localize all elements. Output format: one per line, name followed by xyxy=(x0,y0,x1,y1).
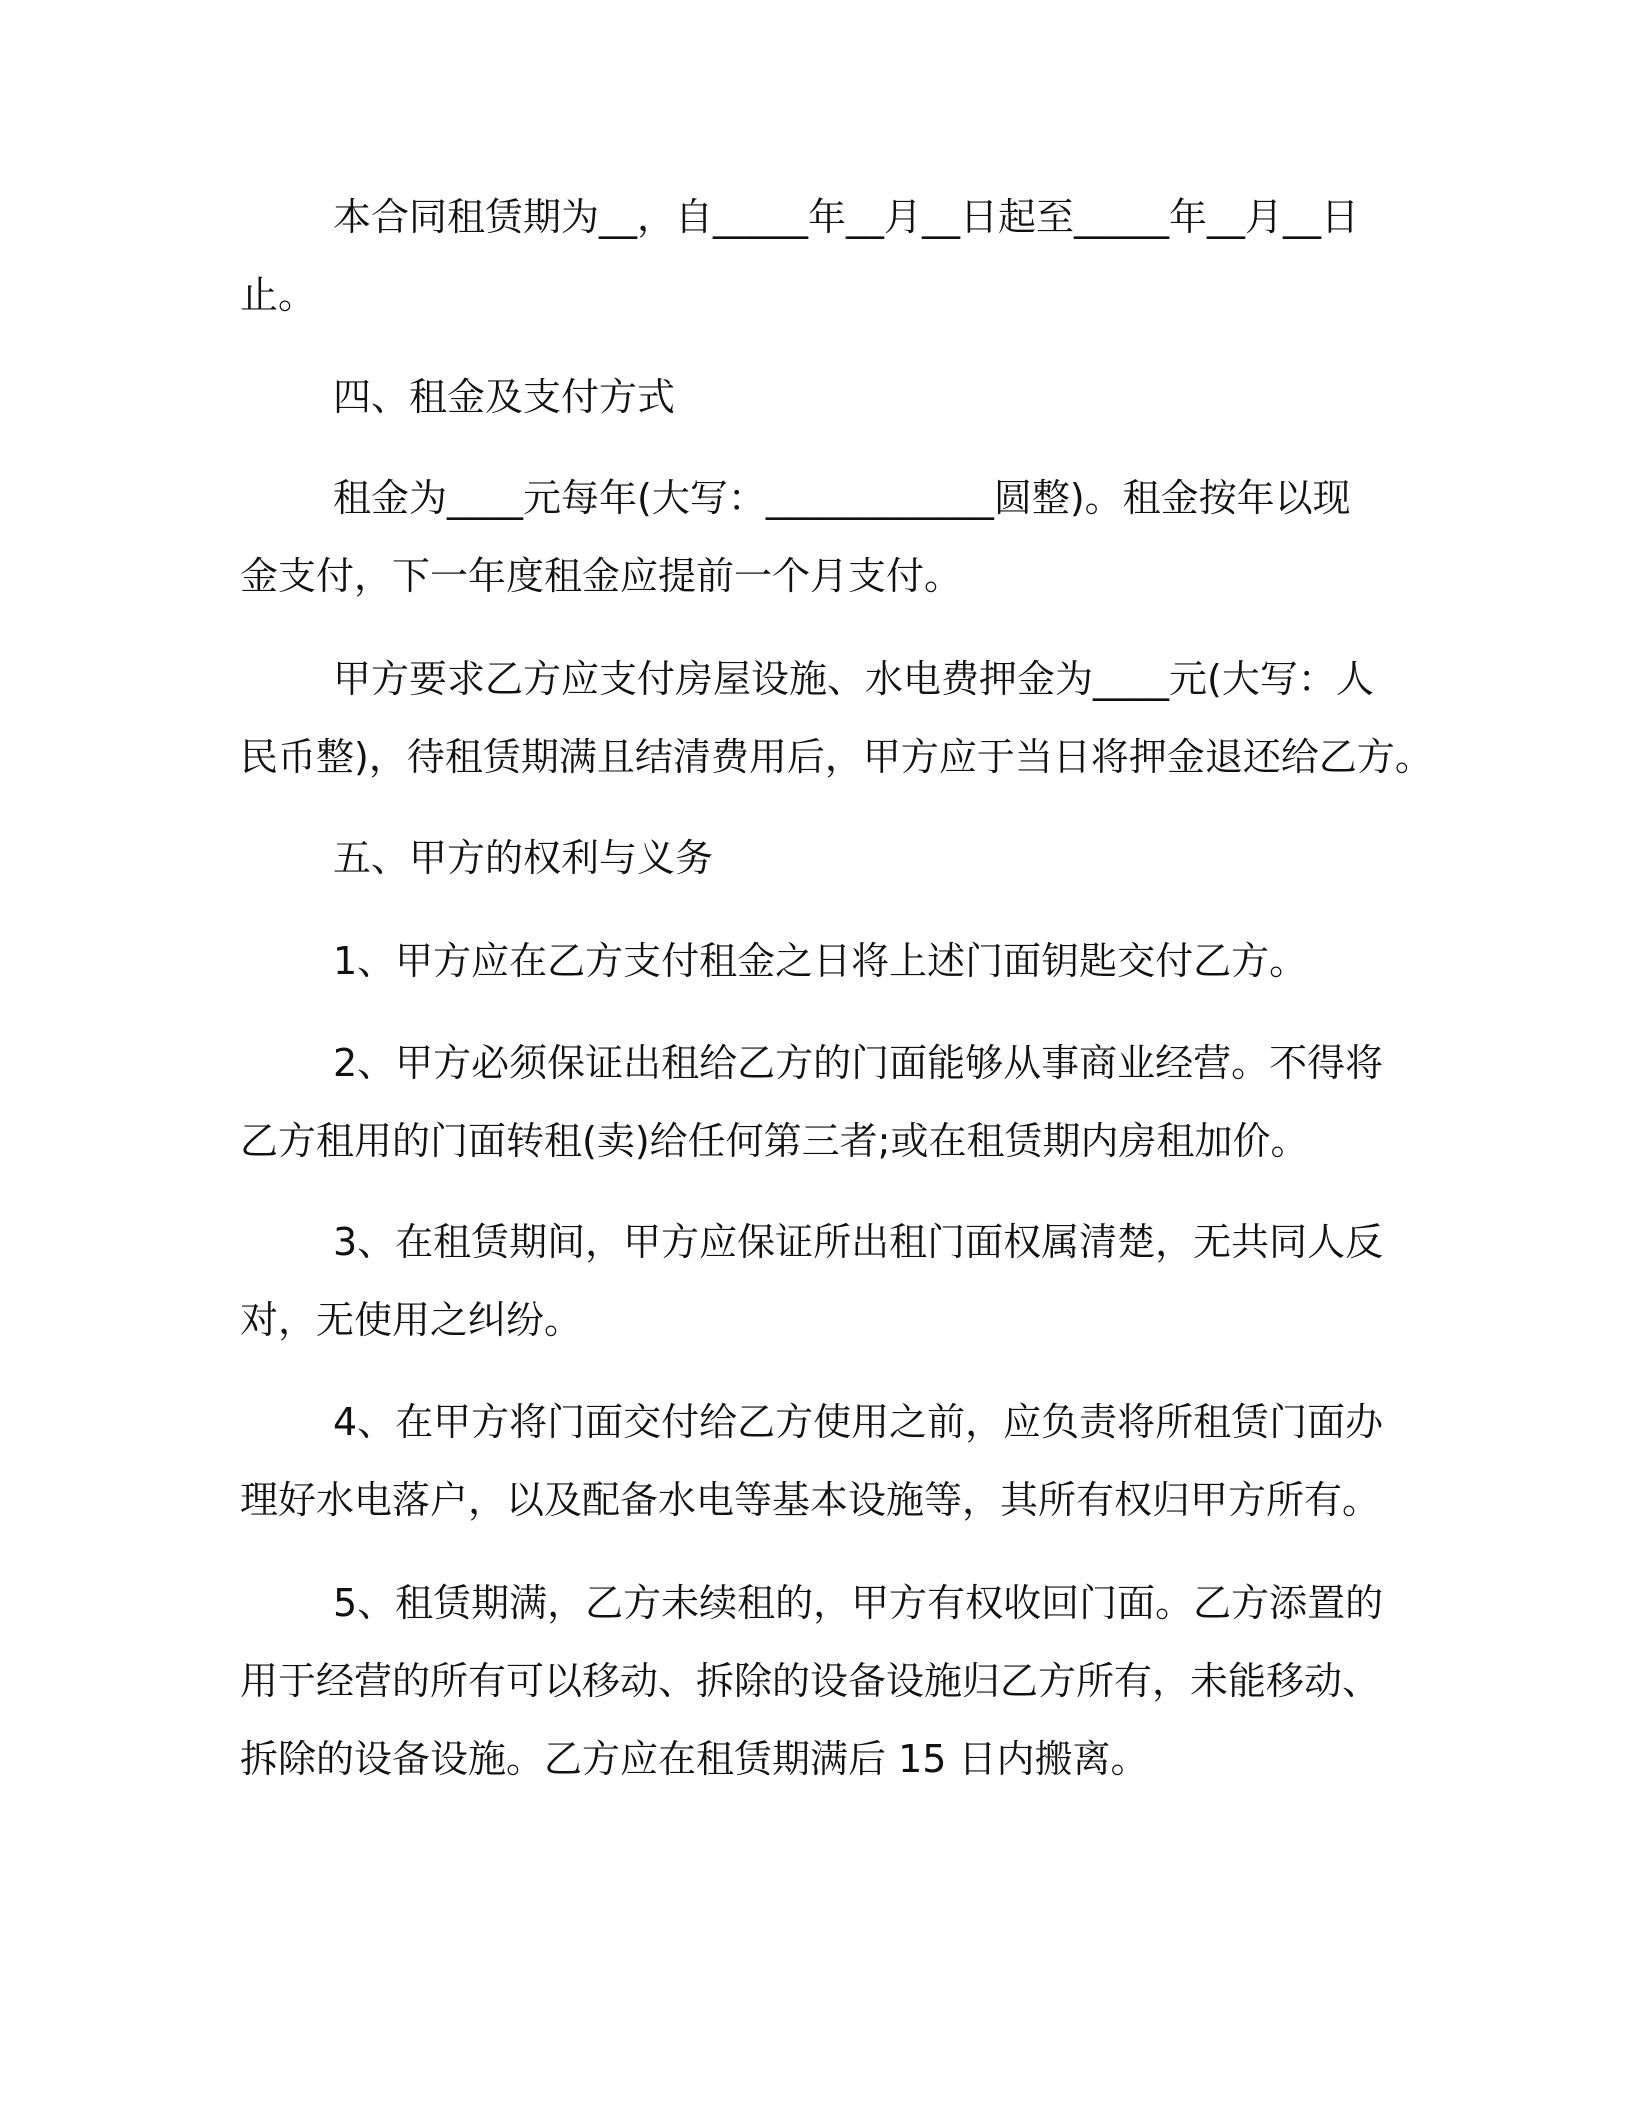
clause-2-line-1: 2、甲方必须保证出租给乙方的门面能够从事商业经营。不得将 xyxy=(333,1041,1384,1085)
paragraph-rent-line-1: 租金为____元每年(大写：____________圆整)。租金按年以现 xyxy=(333,476,1351,520)
clause-5-line-3: 拆除的设备设施。乙方应在租赁期满后 15 日内搬离。 xyxy=(240,1737,1149,1781)
clause-5-line-1: 5、租赁期满，乙方未续租的，甲方有权收回门面。乙方添置的 xyxy=(333,1581,1384,1625)
section-heading-rights-obligations: 五、甲方的权利与义务 xyxy=(333,836,714,880)
clause-4-line-1: 4、在甲方将门面交付给乙方使用之前，应负责将所租赁门面办 xyxy=(333,1400,1384,1444)
clause-3-line-2: 对，无使用之纠纷。 xyxy=(240,1298,583,1342)
paragraph-lease-term-line-2: 止。 xyxy=(240,273,317,317)
clause-3-line-1: 3、在租赁期间，甲方应保证所出租门面权属清楚，无共同人反 xyxy=(333,1220,1384,1264)
paragraph-deposit-line-2: 民币整)，待租赁期满且结清费用后，甲方应于当日将押金退还给乙方。 xyxy=(240,735,1433,779)
clause-1: 1、甲方应在乙方支付租金之日将上述门面钥匙交付乙方。 xyxy=(333,939,1308,983)
paragraph-lease-term-line-1: 本合同租赁期为__，自_____年__月__日起至_____年__月__日 xyxy=(333,195,1360,239)
clause-2-line-2: 乙方租用的门面转租(卖)给任何第三者;或在租赁期内房租加价。 xyxy=(240,1119,1309,1163)
paragraph-deposit-line-1: 甲方要求乙方应支付房屋设施、水电费押金为____元(大写：人 xyxy=(333,657,1374,701)
paragraph-rent-line-2: 金支付，下一年度租金应提前一个月支付。 xyxy=(240,554,963,598)
clause-4-line-2: 理好水电落户，以及配备水电等基本设施等，其所有权归甲方所有。 xyxy=(240,1478,1381,1522)
clause-5-line-2: 用于经营的所有可以移动、拆除的设备设施归乙方所有，未能移动、 xyxy=(240,1659,1381,1703)
section-heading-rent-payment: 四、租金及支付方式 xyxy=(333,375,676,419)
